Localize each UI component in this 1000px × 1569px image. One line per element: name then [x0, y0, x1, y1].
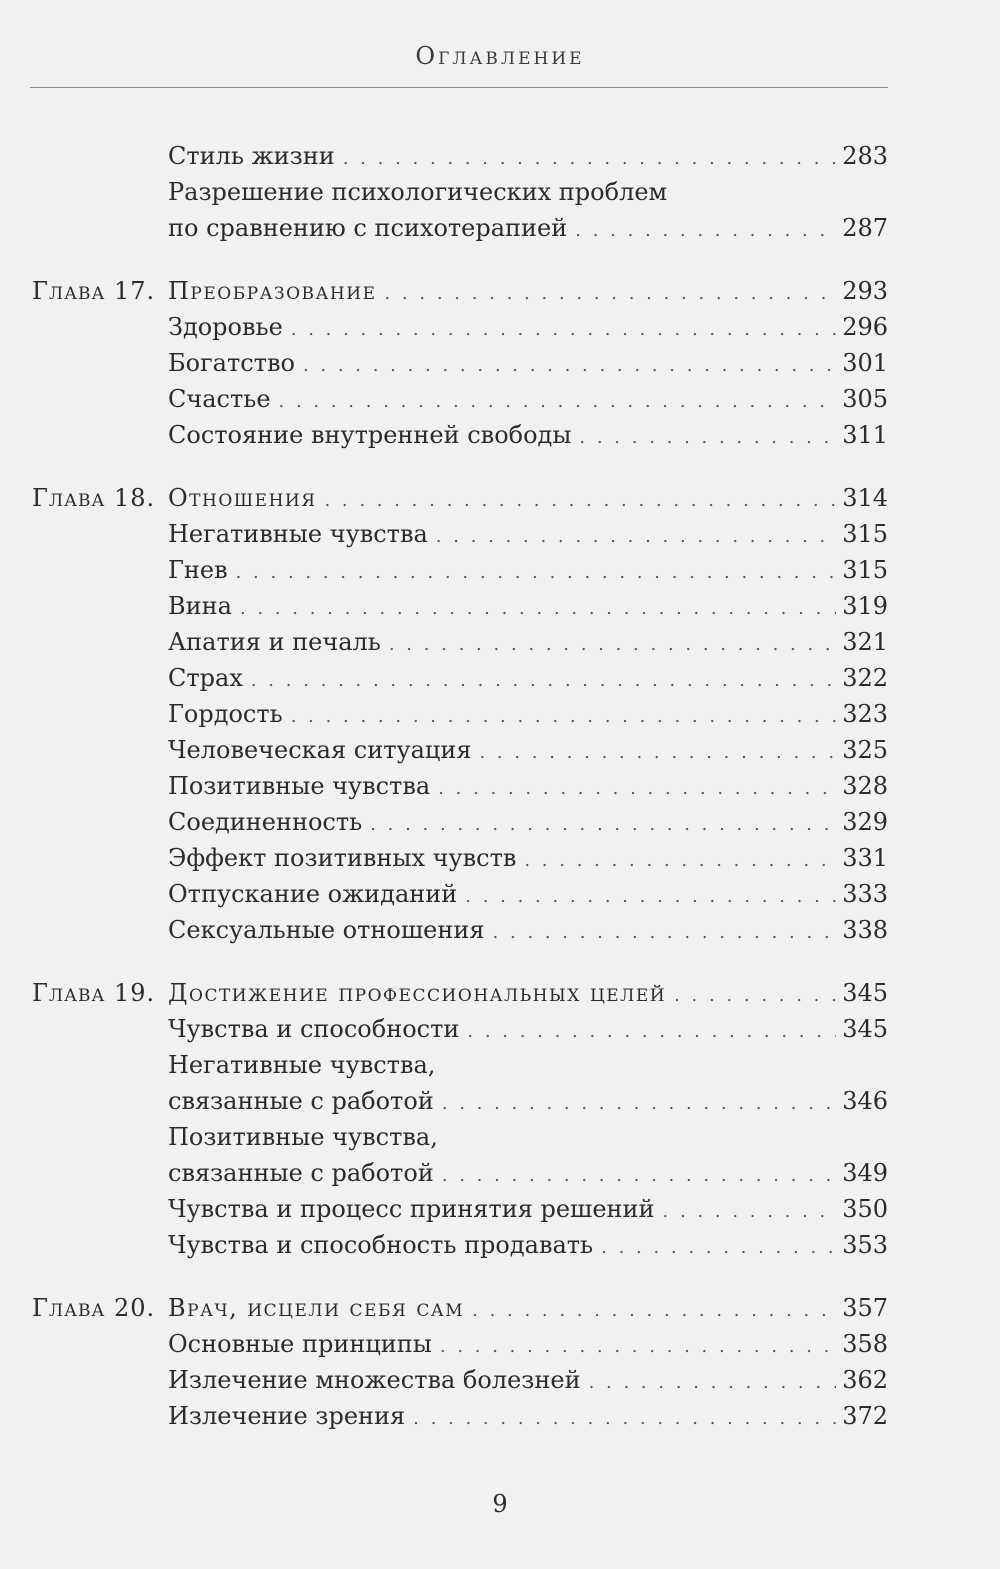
chapter-title: Отношения	[168, 484, 317, 512]
toc-entry-row	[0, 588, 1000, 624]
toc-entry-row	[0, 1191, 1000, 1227]
chapter-heading	[168, 1290, 888, 1329]
toc-entry-title: Здоровье	[168, 313, 283, 341]
dot-leader	[291, 312, 836, 348]
toc-page-number: 293	[842, 277, 888, 305]
toc-page-number: 296	[842, 313, 888, 341]
toc-entry-row	[0, 696, 1000, 732]
toc-chapter-row	[0, 273, 1000, 309]
toc-entry	[168, 1155, 888, 1194]
toc-entry-title: Излечение множества болезней	[168, 1366, 581, 1394]
dot-leader	[236, 555, 837, 591]
toc-entry-row	[0, 381, 1000, 417]
toc-entry-continued-line	[0, 1119, 1000, 1155]
dot-leader	[438, 771, 836, 807]
dot-leader	[493, 915, 837, 951]
dot-leader	[291, 699, 836, 735]
section-gap	[0, 246, 1000, 273]
toc-entry	[168, 804, 888, 843]
chapter-heading	[168, 480, 888, 519]
dot-leader	[384, 276, 836, 312]
toc-entry	[168, 1326, 888, 1365]
toc-entry	[168, 624, 888, 663]
toc-page-number: 362	[842, 1366, 888, 1394]
toc-entry	[168, 1011, 888, 1050]
dot-leader	[343, 141, 836, 177]
toc-entry	[168, 1362, 888, 1401]
chapter-heading	[168, 273, 888, 312]
toc-entry-title: Чувства и процесс принятия решений	[168, 1195, 655, 1223]
toc-page-number: 357	[842, 1294, 888, 1322]
toc-entry-title: Вина	[168, 592, 232, 620]
toc-entry-row	[0, 624, 1000, 660]
toc-entry-title: по сравнению с психотерапией	[168, 214, 568, 242]
dot-leader	[413, 1401, 836, 1437]
dot-leader	[389, 627, 836, 663]
toc-page-number: 301	[842, 349, 888, 377]
toc-page-number: 287	[842, 214, 888, 242]
toc-entry	[168, 696, 888, 735]
toc-entry-title-line1: Разрешение психологических проблем	[168, 178, 668, 206]
toc-entry-title: Сексуальные отношения	[168, 916, 485, 944]
toc-page-number: 338	[842, 916, 888, 944]
toc-entry-title: Страх	[168, 664, 243, 692]
toc-entry-row	[0, 210, 1000, 246]
toc-entry-continued-line	[0, 1047, 1000, 1083]
toc-entry-row	[0, 660, 1000, 696]
toc-entry-title: связанные с работой	[168, 1159, 434, 1187]
toc-entry	[168, 552, 888, 591]
chapter-label: Глава 19.	[32, 979, 156, 1007]
toc-entry-title-line1: Негативные чувства,	[168, 1051, 436, 1079]
dot-leader	[467, 1014, 836, 1050]
toc-page-number: 319	[842, 592, 888, 620]
dot-leader	[601, 1230, 836, 1266]
toc-chapter-row	[0, 975, 1000, 1011]
chapter-title: Достижение профессиональных целей	[168, 979, 667, 1007]
toc-entry	[168, 588, 888, 627]
toc-page-number: 358	[842, 1330, 888, 1358]
toc-entry-title-line1: Позитивные чувства,	[168, 1123, 438, 1151]
dot-leader	[663, 1194, 837, 1230]
dot-leader	[324, 483, 836, 519]
running-header: Оглавление	[415, 42, 585, 70]
toc-page-number: 331	[842, 844, 888, 872]
toc-page-number: 350	[842, 1195, 888, 1223]
chapter-label: Глава 17.	[32, 277, 156, 305]
toc-entry	[168, 210, 888, 249]
toc-entry-row	[0, 516, 1000, 552]
toc-entry	[168, 768, 888, 807]
dot-leader	[436, 519, 836, 555]
toc-entry	[168, 516, 888, 555]
toc-entry	[168, 1398, 888, 1437]
toc-entry-title: Состояние внутренней свободы	[168, 421, 572, 449]
toc-entry-title: связанные с работой	[168, 1087, 434, 1115]
toc-entry-row	[0, 768, 1000, 804]
toc-entry-title: Счастье	[168, 385, 271, 413]
toc-entry-row	[0, 1083, 1000, 1119]
toc-chapter-row	[0, 480, 1000, 516]
toc-page-number: 314	[842, 484, 888, 512]
toc-entry	[168, 1083, 888, 1122]
toc-page-number: 328	[842, 772, 888, 800]
toc-page-number: 345	[842, 979, 888, 1007]
toc-page-number: 349	[842, 1159, 888, 1187]
toc-entry-row	[0, 804, 1000, 840]
chapter-label: Глава 18.	[32, 484, 156, 512]
toc-entry	[168, 876, 888, 915]
toc-entry-title: Излечение зрения	[168, 1402, 406, 1430]
dot-leader	[440, 1329, 836, 1365]
chapter-heading	[168, 975, 888, 1014]
toc-entry-row	[0, 345, 1000, 381]
toc-page-number: 323	[842, 700, 888, 728]
toc-entry-row	[0, 840, 1000, 876]
toc-entry-row	[0, 417, 1000, 453]
dot-leader	[472, 1293, 836, 1329]
dot-leader	[442, 1086, 836, 1122]
section-gap	[0, 453, 1000, 480]
toc-entry	[168, 732, 888, 771]
dot-leader	[479, 735, 836, 771]
toc-page-number: 305	[842, 385, 888, 413]
toc-entry	[168, 1191, 888, 1230]
toc-entry-row	[0, 1011, 1000, 1047]
toc-entry-row	[0, 732, 1000, 768]
toc-page-number: 322	[842, 664, 888, 692]
toc-entry	[168, 345, 888, 384]
toc-entry-title: Богатство	[168, 349, 295, 377]
toc-page-number: 325	[842, 736, 888, 764]
chapter-label: Глава 20.	[32, 1294, 156, 1322]
toc-entry	[168, 381, 888, 420]
toc-entry-title: Гнев	[168, 556, 228, 584]
toc-page-number: 329	[842, 808, 888, 836]
toc-page-number: 321	[842, 628, 888, 656]
dot-leader	[575, 213, 836, 249]
toc-entry-continued-line	[0, 174, 1000, 210]
dot-leader	[579, 420, 836, 456]
toc-entry-row	[0, 309, 1000, 345]
toc-page-number: 315	[842, 556, 888, 584]
toc-entry-row	[0, 1362, 1000, 1398]
toc-entry	[168, 417, 888, 456]
toc-entry-title: Позитивные чувства	[168, 772, 431, 800]
section-gap	[0, 948, 1000, 975]
dot-leader	[279, 384, 837, 420]
toc-page-number: 353	[842, 1231, 888, 1259]
header-rule	[30, 87, 888, 88]
toc-chapter-row	[0, 1290, 1000, 1326]
toc-entry-row	[0, 912, 1000, 948]
toc-entry-row	[0, 1398, 1000, 1434]
page-number: 9	[492, 1490, 508, 1518]
toc-entry-row	[0, 552, 1000, 588]
toc-entry	[168, 138, 888, 177]
dot-leader	[589, 1365, 837, 1401]
toc-entry-title: Человеческая ситуация	[168, 736, 472, 764]
toc-entry-title: Стиль жизни	[168, 142, 335, 170]
dot-leader	[370, 807, 836, 843]
dot-leader	[442, 1158, 836, 1194]
toc-entry-title: Апатия и печаль	[168, 628, 381, 656]
toc-page-number: 283	[842, 142, 888, 170]
dot-leader	[303, 348, 836, 384]
table-of-contents	[0, 138, 1000, 1434]
toc-page-number: 372	[842, 1402, 888, 1430]
dot-leader	[674, 978, 836, 1014]
toc-entry-row	[0, 1155, 1000, 1191]
toc-entry	[168, 840, 888, 879]
toc-page-number: 346	[842, 1087, 888, 1115]
chapter-title: Преобразование	[168, 277, 377, 305]
toc-page-number: 315	[842, 520, 888, 548]
dot-leader	[240, 591, 836, 627]
toc-entry-title: Отпускание ожиданий	[168, 880, 458, 908]
toc-entry	[168, 912, 888, 951]
toc-page-number: 311	[842, 421, 888, 449]
toc-entry-title: Гордость	[168, 700, 283, 728]
toc-entry-row	[0, 138, 1000, 174]
toc-entry-title: Чувства и способности	[168, 1015, 460, 1043]
toc-entry	[168, 309, 888, 348]
toc-entry-title: Основные принципы	[168, 1330, 432, 1358]
chapter-title: Врач, исцели себя сам	[168, 1294, 465, 1322]
toc-entry-row	[0, 1326, 1000, 1362]
dot-leader	[251, 663, 836, 699]
toc-entry-title: Эффект позитивных чувств	[168, 844, 517, 872]
toc-page-number: 345	[842, 1015, 888, 1043]
toc-entry-row	[0, 876, 1000, 912]
toc-entry-title: Соединенность	[168, 808, 363, 836]
section-gap	[0, 1263, 1000, 1290]
toc-entry-row	[0, 1227, 1000, 1263]
dot-leader	[465, 879, 836, 915]
toc-page-number: 333	[842, 880, 888, 908]
toc-entry-title: Чувства и способность продавать	[168, 1231, 594, 1259]
toc-entry	[168, 1227, 888, 1266]
toc-entry-title: Негативные чувства	[168, 520, 428, 548]
toc-entry	[168, 660, 888, 699]
dot-leader	[524, 843, 836, 879]
